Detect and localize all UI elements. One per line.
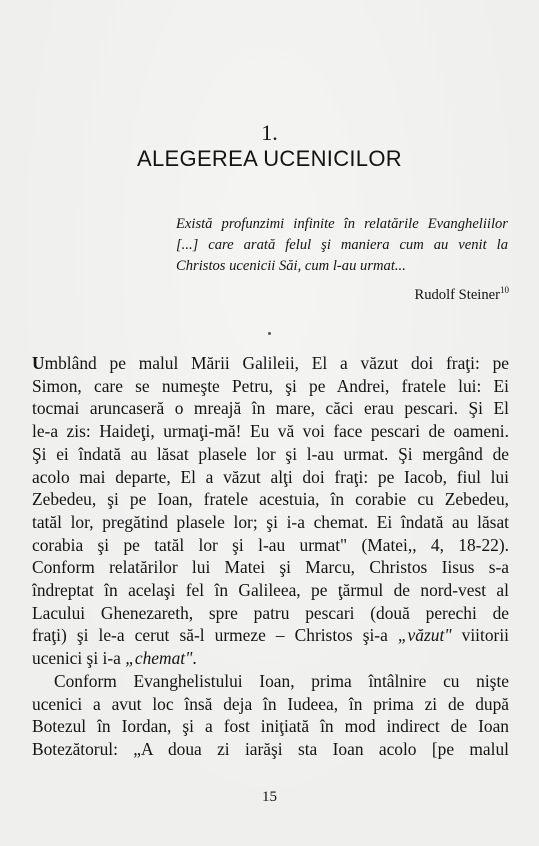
chapter-number: 1. [261, 120, 278, 145]
body-line: ucenici a avut loc însă deja în Iudeea, în prima zi de după [32, 693, 509, 714]
body-line-text: ucenici şi i-a [32, 648, 126, 669]
epigraph-line: Christos ucenicii Săi, cum l-au urmat... [176, 258, 406, 274]
chapter-title: ALEGEREA UCENICILOR [137, 146, 402, 171]
epigraph-author: Rudolf Steiner [414, 287, 500, 303]
body-line: Simon, care se numeşte Petru, şi pe Andrei, fratele lui: Ei [32, 375, 509, 396]
body-line [32, 624, 509, 647]
body-line-text: fraţi) şi le-a cerut să-l urmeze – Christos şi-a [32, 625, 398, 646]
decorative-dot [268, 332, 271, 335]
body-line: Şi ei îndată au lăsat plasele lor şi l-au urmat. Şi mergând de [32, 443, 509, 464]
body-line: Botezătorul: „A doua zi iarăşi sta Ioan acolo [pe malul [32, 738, 509, 759]
emphasis-text: „chemat" [125, 648, 193, 669]
epigraph-line: Există profunzimi infinite în relatările Evangheliilor [176, 216, 508, 232]
body-line: Conform Evanghelistului Ioan, prima întâlnire cu nişte [54, 670, 509, 691]
footnote-marker: 10 [500, 285, 509, 296]
body-line: Zebedeu, şi pe Ioan, fratele acestuia, în corabie cu Zebedeu, [32, 489, 509, 510]
body-line: acolo mai departe, El a văzut alţi doi fraţi: pe Iacob, fiul lui [32, 466, 509, 487]
epigraph-quote [176, 214, 508, 277]
drop-letter: U [32, 353, 45, 373]
body-line: corabia şi pe tatăl lor şi l-au urmat" (Matei,, 4, 18-22). [32, 534, 509, 555]
body-line [32, 647, 509, 670]
body-line: îndreptat în acelaşi fel în Galileea, pe ţărmul de nord-vest al [32, 580, 509, 601]
body-line: Conform relatărilor lui Matei şi Marcu, Christos Iisus s-a [32, 557, 509, 578]
emphasis-text: „văzut" [397, 625, 452, 646]
body-line: tocmai aruncaseră o mreajă în mare, căci erau pescari. Şi El [32, 398, 509, 419]
body-line: le-a zis: Haideţi, urmaţi-mă! Eu vă voi face pescari de oameni. [32, 421, 509, 442]
body-line [32, 352, 509, 375]
body-line-text: mblând pe malul Mării Galileii, El a văzut doi fraţi: pe [44, 353, 509, 373]
body-line-text: viitorii [451, 625, 509, 646]
body-line: Botezul în Iordan, şi a fost iniţiată în mod indirect de Ioan [32, 716, 509, 737]
body-line: Lacului Ghenezareth, spre patru pescari (două perechi de [32, 602, 509, 623]
body-line: tatăl lor, pregătind plasele lor; şi i-a chemat. Ei îndată au lăsat [32, 511, 509, 532]
body-text [32, 352, 509, 761]
epigraph-line: [...] care arată felul şi maniera cum au venit la [176, 237, 508, 253]
page-number: 15 [262, 789, 277, 805]
body-line-text: . [192, 648, 197, 669]
epigraph-attribution [414, 285, 509, 305]
